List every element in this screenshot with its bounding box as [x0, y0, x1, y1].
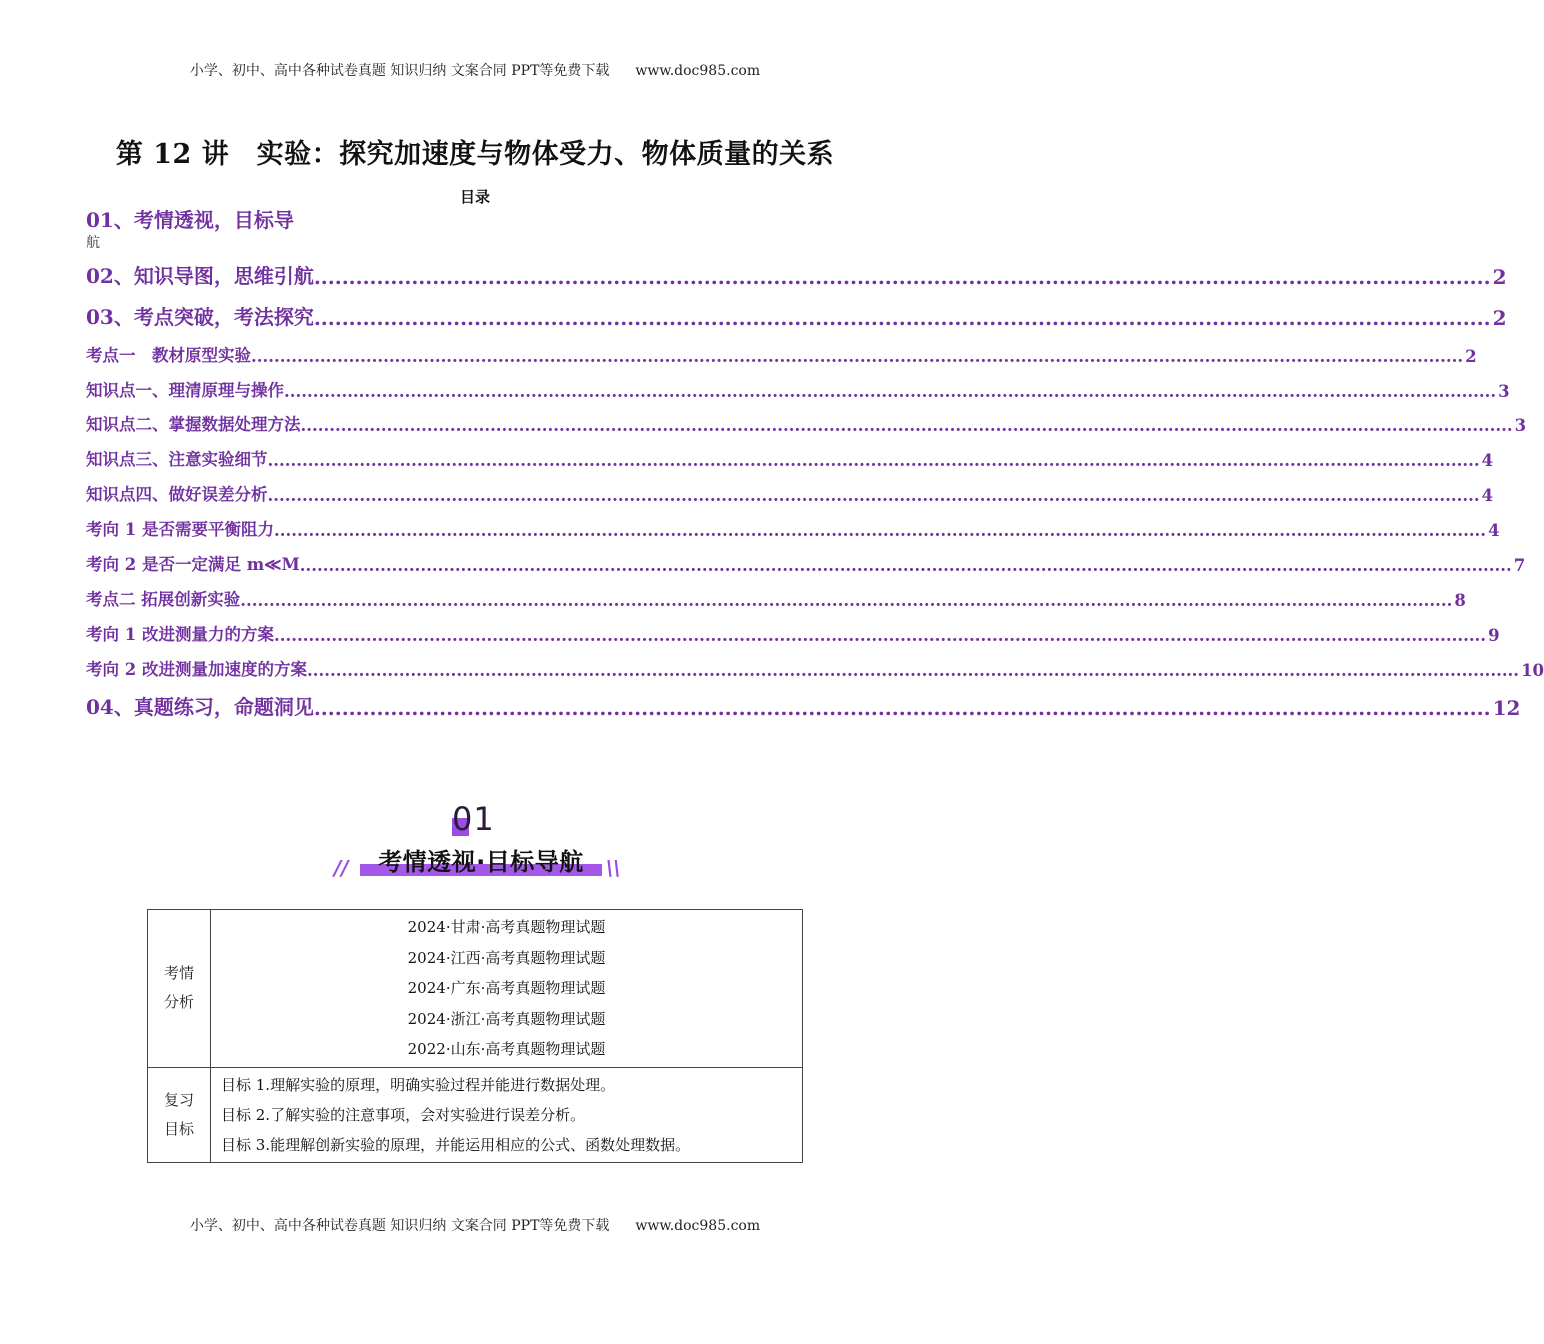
toc-item-06[interactable]: 知识点二、掌握数据处理方法 ................................................................................................................................................................................................................... 3 — [86, 411, 864, 435]
toc-item-08[interactable]: 知识点四、做好误差分析 ................................................................................................................................................................................................................... 4 — [86, 481, 864, 505]
toc-page: 3 — [1498, 382, 1510, 401]
goals-label — [148, 1067, 211, 1162]
year-item: 2024·江西·高考真题物理试题 — [407, 948, 606, 967]
toc-page: 2 — [1492, 306, 1507, 330]
toc-page: 9 — [1488, 626, 1500, 645]
header-site: www.doc985.com — [635, 63, 761, 79]
toc-item-09[interactable]: 考向 1 是否需要平衡阻力 ................................................................................................................................................................................................................... 4 — [86, 516, 864, 540]
toc-label: 考向 2 改进测量加速度的方案 — [86, 660, 307, 679]
header-text: 小学、初中、高中各种试卷真题 知识归纳 文案合同 PPT等免费下载 — [189, 63, 610, 79]
toc-label: 考向 1 是否需要平衡阻力 — [86, 520, 274, 539]
toc-item-01[interactable]: 01、考情透视，目标导 — [86, 208, 294, 232]
goal-item: 目标 2.了解实验的注意事项，会对实验进行误差分析。 — [221, 1105, 586, 1124]
page-header — [0, 60, 950, 80]
toc-page: 2 — [1465, 347, 1477, 366]
toc-item-01-wrap: 航 — [86, 235, 100, 251]
label-line: 目标 — [163, 1119, 194, 1138]
table-row-analysis — [148, 910, 803, 1068]
exam-info-table — [147, 909, 803, 1163]
toc-label: 知识点二、掌握数据处理方法 — [86, 415, 301, 434]
toc-label: 考点一 教材原型实验 — [86, 346, 251, 365]
footer-site: www.doc985.com — [635, 1218, 761, 1234]
toc-item-03[interactable]: 03、考点突破，考法探究 ......................................................................................................................................................................... 2 — [86, 301, 864, 330]
page-footer — [0, 1215, 950, 1235]
year-item: 2024·甘肃·高考真题物理试题 — [407, 918, 606, 936]
toc-item-05[interactable]: 知识点一、理清原理与操作 ................................................................................................................................................................................................................... 3 — [86, 377, 864, 401]
toc-label: 知识点三、注意实验细节 — [86, 450, 268, 469]
toc-label: 考点二 拓展创新实验 — [86, 590, 241, 609]
left-slash-mark: // — [334, 856, 349, 880]
toc-page: 4 — [1488, 521, 1500, 540]
toc-item-04[interactable]: 考点一 教材原型实验 ................................................................................................................................................................................................................... 2 — [86, 342, 864, 366]
section-number: 01 — [452, 800, 495, 838]
year-item: 2022·山东·高考真题物理试题 — [407, 1040, 606, 1058]
toc-item-11[interactable]: 考点二 拓展创新实验 ................................................................................................................................................................................................................... 8 — [86, 586, 864, 610]
section-title: 考情透视·目标导航 — [378, 848, 584, 876]
footer-text: 小学、初中、高中各种试卷真题 知识归纳 文案合同 PPT等免费下载 — [189, 1218, 610, 1234]
toc-page: 12 — [1492, 696, 1521, 720]
toc-item-07[interactable]: 知识点三、注意实验细节 ................................................................................................................................................................................................................... 4 — [86, 446, 864, 470]
label-line: 复习 — [163, 1090, 194, 1109]
toc-item-14[interactable]: 04、真题练习，命题洞见 ......................................................................................................................................................................... 12 — [86, 691, 864, 720]
analysis-label — [148, 910, 211, 1068]
table-row-goals — [148, 1067, 803, 1162]
toc-page: 2 — [1492, 265, 1507, 289]
toc-label: 考向 1 改进测量力的方案 — [86, 625, 274, 644]
toc-page: 7 — [1513, 556, 1526, 575]
right-slash-mark: \\ — [606, 856, 621, 880]
toc-label: 知识点一、理清原理与操作 — [86, 381, 284, 400]
years-cell — [211, 910, 803, 1068]
toc-item-02[interactable]: 02、知识导图，思维引航 ......................................................................................................................................................................... 2 — [86, 260, 864, 289]
goal-item: 目标 3.能理解创新实验的原理，并能运用相应的公式、函数处理数据。 — [221, 1135, 691, 1154]
toc-page: 4 — [1481, 451, 1494, 470]
toc-item-12[interactable]: 考向 1 改进测量力的方案 ................................................................................................................................................................................................................... 9 — [86, 621, 864, 645]
year-item: 2024·浙江·高考真题物理试题 — [407, 1009, 606, 1028]
label-line: 考情 — [163, 964, 194, 983]
toc-label: 02、知识导图，思维引航 — [86, 264, 314, 288]
toc-label: 03、考点突破，考法探究 — [86, 305, 314, 329]
goals-cell — [211, 1067, 803, 1162]
toc-page: 4 — [1481, 486, 1494, 505]
toc-item-10[interactable]: 考向 2 是否一定满足 m≪M ................................................................................................................................................................................................................... 7 — [86, 551, 864, 575]
label-line: 分析 — [163, 993, 194, 1012]
toc-label: 知识点四、做好误差分析 — [86, 485, 268, 504]
goal-item: 目标 1.理解实验的原理，明确实验过程并能进行数据处理。 — [221, 1075, 616, 1094]
toc-label: 考向 2 是否一定满足 m≪M — [86, 555, 300, 574]
toc-heading: 目录 — [459, 188, 490, 206]
toc-label: 04、真题练习，命题洞见 — [86, 695, 314, 719]
toc-page: 10 — [1521, 661, 1544, 680]
toc-item-13[interactable]: 考向 2 改进测量加速度的方案 ................................................................................................................................................................................................................... 10 — [86, 656, 864, 680]
toc-page: 3 — [1514, 416, 1527, 435]
year-item: 2024·广东·高考真题物理试题 — [407, 979, 606, 997]
toc-page: 8 — [1454, 591, 1466, 610]
page-title: 第 12 讲 实验：探究加速度与物体受力、物体质量的关系 — [115, 139, 835, 170]
